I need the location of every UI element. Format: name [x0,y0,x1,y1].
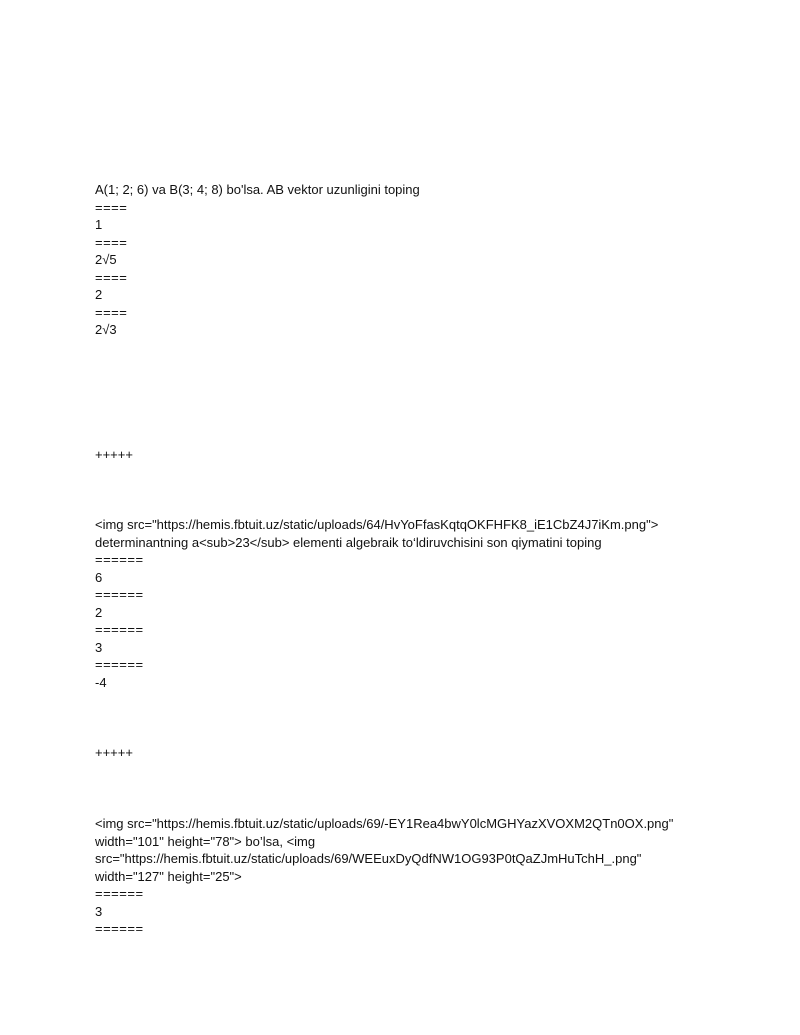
separator: ====== [95,622,144,637]
question-3-image-tag: src="https://hemis.fbtuit.uz/static/uploads/69/WEEuxDyQdfNW1OG93P0tQaZJmHuTchH_.png" [95,851,642,866]
answer-option: 6 [95,569,103,585]
question-3-block [95,815,735,938]
separator: ==== [95,304,128,320]
divider-text: +++++ [95,447,133,462]
question-1-block [95,181,735,339]
answer-option: -4 [95,674,107,690]
separator: ====== [95,886,144,901]
question-2-image-tag: <img src="https://hemis.fbtuit.uz/static/uploads/64/HvYoFfasKqtqOKFHFK8_iE1CbZ4J7iKm.png"> [95,517,659,532]
question-2-text: determinantning a<sub>23</sub> elementi algebraik to‘ldiruvchisini son qiymatini toping [95,534,602,550]
answer-option: 2√3 [95,322,117,337]
separator: ====== [95,587,144,602]
divider-text: +++++ [95,745,133,760]
separator: ====== [95,552,144,567]
separator: ====== [95,921,144,936]
answer-option: 1 [95,217,103,232]
question-3-text: width="127" height="25"> [95,868,242,884]
answer-option: 2 [95,287,103,302]
separator: ==== [95,234,128,250]
question-3-text: width="101" height="78"> bo’lsa, <img [95,833,316,849]
answer-option: 2√5 [95,252,117,267]
question-divider [95,446,735,464]
separator: ====== [95,657,144,672]
answer-option: 3 [95,903,103,919]
question-divider [95,744,735,762]
answer-option: 2 [95,604,103,620]
answer-option: 3 [95,639,103,655]
question-2-block [95,516,735,691]
question-1-text: A(1; 2; 6) va B(3; 4; 8) bo'lsa. AB vektor uzunligini toping [95,182,420,197]
question-3-image-tag: <img src="https://hemis.fbtuit.uz/static/uploads/69/-EY1Rea4bwY0lcMGHYazXVOXM2QTn0OX.png" [95,816,674,831]
separator: ==== [95,199,128,215]
separator: ==== [95,269,128,285]
